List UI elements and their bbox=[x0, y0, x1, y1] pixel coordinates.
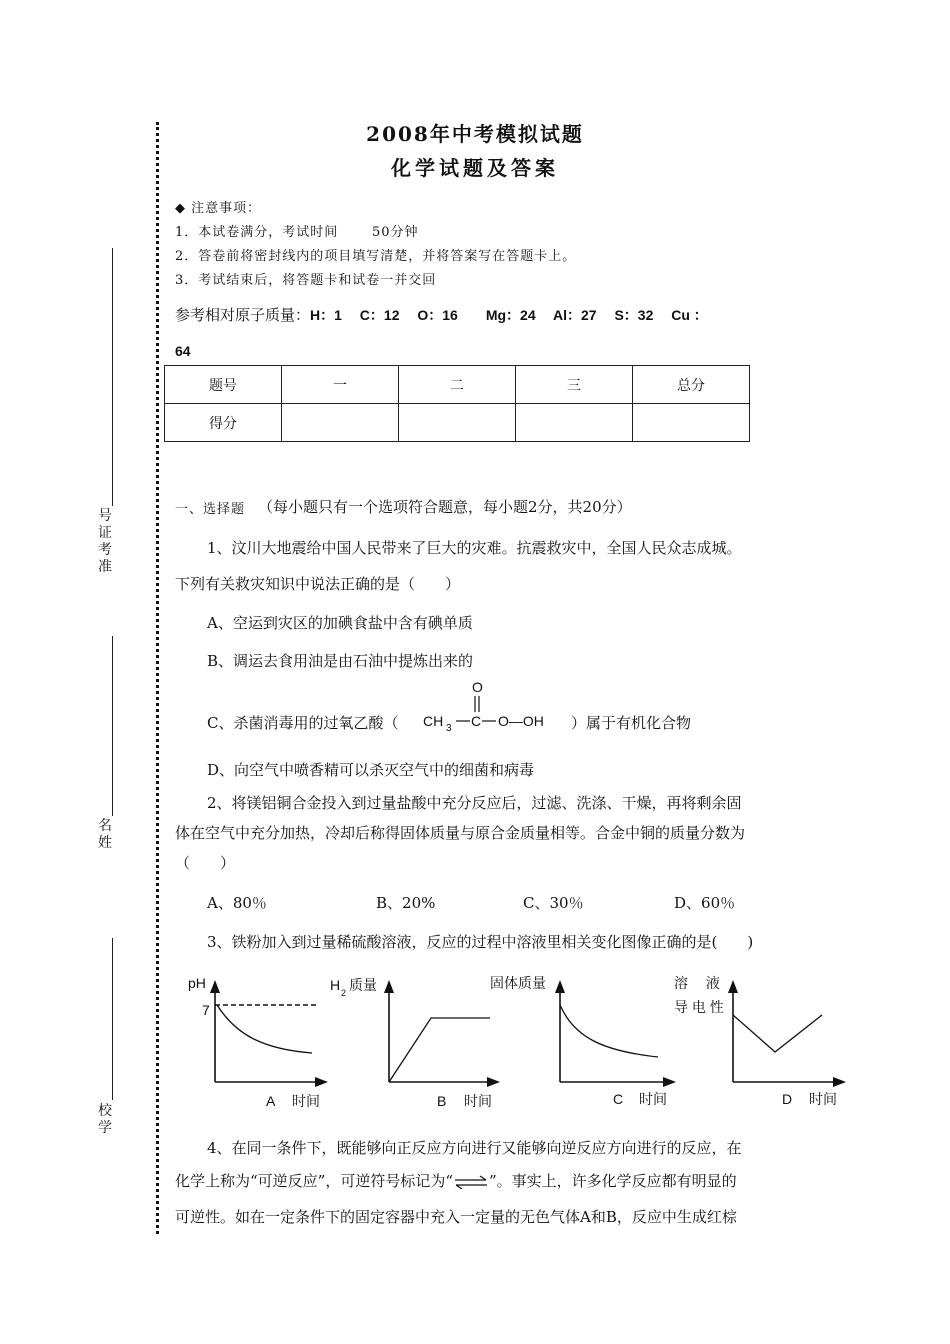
q1-option-c-prefix: C、杀菌消毒用的过氧乙酸（ bbox=[207, 714, 399, 732]
formula-carbon: C bbox=[471, 713, 482, 729]
q2-line3: （ ） bbox=[175, 854, 236, 872]
graph-b-xlabel: 时间 bbox=[464, 1093, 492, 1109]
q2-option-a: A、80％ bbox=[207, 894, 267, 912]
q4-line3: 可逆性。如在一定条件下的固定容器中充入一定量的无色气体A和B，反应中生成红棕 bbox=[175, 1208, 737, 1226]
q2-line1: 2、将镁铝铜合金投入到过量盐酸中充分反应后，过滤、洗涤、干燥，再将剩余固 bbox=[207, 794, 742, 812]
formula-tail: O—OH bbox=[498, 713, 544, 729]
table-cell: 二 bbox=[399, 366, 516, 404]
note-item-3: 3．考试结束后，将答题卡和试卷一并交回 bbox=[175, 273, 437, 288]
table-cell: 题号 bbox=[165, 366, 282, 404]
table-cell: 得分 bbox=[165, 404, 282, 442]
q1-option-a: A、空运到灾区的加碘食盐中含有碘单质 bbox=[207, 614, 473, 632]
graph-d-ylabel-line2: 导 电 性 bbox=[674, 999, 724, 1015]
section1-heading: 一、选择题 bbox=[175, 502, 246, 517]
graph-a-xlabel: 时间 bbox=[292, 1093, 320, 1109]
graph-b-ysub: 2 bbox=[341, 988, 347, 998]
peracetic-acid-formula bbox=[418, 676, 568, 738]
atomic-mass-wrap: 64 bbox=[175, 343, 191, 359]
graph-a bbox=[180, 965, 340, 1115]
margin-label-exam-number: 号证考准 bbox=[98, 508, 112, 575]
table-cell: 三 bbox=[516, 366, 633, 404]
score-input-cell[interactable] bbox=[282, 404, 399, 442]
note-item-1-time: 50分钟 bbox=[372, 225, 419, 240]
q2-option-b: B、20% bbox=[376, 894, 436, 912]
graph-a-ylabel: pH bbox=[188, 975, 206, 991]
binding-dotted-line bbox=[156, 122, 159, 1234]
score-table-header-row bbox=[165, 366, 750, 404]
year-title: 2008年中考模拟试题 bbox=[366, 122, 584, 146]
section1-instruction: （每小题只有一个选项符合题意，每小题2分，共20分） bbox=[258, 498, 632, 516]
q1-stem-line1: 1、汶川大地震给中国人民带来了巨大的灾难。抗震救灾中，全国人民众志成城。 bbox=[207, 539, 742, 557]
graph-d-letter: D bbox=[782, 1091, 793, 1107]
q1-stem-line2: 下列有关救灾知识中说法正确的是（ ） bbox=[175, 575, 461, 593]
graph-c-ylabel: 固体质量 bbox=[490, 975, 546, 991]
q1-option-d: D、向空气中喷香精可以杀灭空气中的细菌和病毒 bbox=[207, 761, 535, 779]
margin-line-name bbox=[112, 636, 113, 816]
table-cell: 一 bbox=[282, 366, 399, 404]
score-table-score-row bbox=[165, 404, 750, 442]
q1-option-c-suffix: ）属于有机化合物 bbox=[571, 714, 692, 732]
notes-heading: ◆ 注意事项： bbox=[175, 201, 262, 216]
graph-c bbox=[490, 965, 690, 1115]
q2-option-c: C、30％ bbox=[523, 894, 584, 912]
margin-line-exam-number bbox=[112, 248, 113, 506]
subject-title: 化学试题及答案 bbox=[391, 156, 559, 180]
atomic-mass-line bbox=[175, 304, 708, 325]
formula-ch3: CH bbox=[423, 713, 444, 729]
margin-label-name: 名姓 bbox=[98, 818, 112, 851]
margin-label-school: 校学 bbox=[98, 1103, 112, 1136]
score-input-cell[interactable] bbox=[633, 404, 750, 442]
q1-option-b: B、调运去食用油是由石油中提炼出来的 bbox=[207, 652, 474, 670]
graph-b bbox=[330, 965, 510, 1115]
note-item-1: 1．本试卷满分，考试时间 bbox=[175, 225, 339, 240]
table-cell: 总分 bbox=[633, 366, 750, 404]
graph-a-tick: 7 bbox=[202, 1002, 210, 1018]
q4-line2-before: 化学上称为“可逆反应”，可逆符号标记为“ bbox=[175, 1172, 454, 1190]
graph-b-ylabel: H bbox=[330, 977, 341, 993]
atomic-mass-values: H：1 C：12 O：16 Mg：24 Al：27 S：32 Cu ： bbox=[310, 307, 708, 323]
graph-b-letter: B bbox=[437, 1093, 447, 1109]
q4-line2-after: ”。事实上，许多化学反应都有明显的 bbox=[489, 1172, 737, 1190]
graph-d-ylabel-line1: 溶 液 bbox=[674, 975, 720, 991]
graph-b-ylabel-rest: 质量 bbox=[349, 977, 377, 993]
reversible-arrow-icon bbox=[453, 1175, 489, 1189]
graph-d bbox=[670, 965, 855, 1115]
graph-a-letter: A bbox=[266, 1093, 276, 1109]
q4-line1: 4、在同一条件下，既能够向正反应方向进行又能够向逆反应方向进行的反应，在 bbox=[207, 1139, 742, 1157]
graph-d-xlabel: 时间 bbox=[809, 1091, 837, 1107]
score-table bbox=[164, 365, 750, 442]
graph-c-xlabel: 时间 bbox=[639, 1091, 667, 1107]
formula-top-oxygen: O bbox=[472, 679, 483, 695]
graph-c-letter: C bbox=[613, 1091, 624, 1107]
note-item-2: 2．答卷前将密封线内的项目填写清楚，并将答案写在答题卡上。 bbox=[175, 249, 577, 264]
q2-option-d: D、60％ bbox=[674, 894, 736, 912]
margin-line-school bbox=[112, 938, 113, 1100]
q3-stem: 3、铁粉加入到过量稀硫酸溶液，反应的过程中溶液里相关变化图像正确的是( ) bbox=[207, 933, 754, 951]
atomic-mass-label: 参考相对原子质量： bbox=[175, 306, 311, 324]
q2-line2: 体在空气中充分加热，冷却后称得固体质量与原合金质量相等。合金中铜的质量分数为 bbox=[175, 824, 746, 842]
q4-line2 bbox=[175, 1170, 737, 1191]
score-input-cell[interactable] bbox=[399, 404, 516, 442]
formula-sub3: 3 bbox=[446, 723, 452, 734]
score-input-cell[interactable] bbox=[516, 404, 633, 442]
